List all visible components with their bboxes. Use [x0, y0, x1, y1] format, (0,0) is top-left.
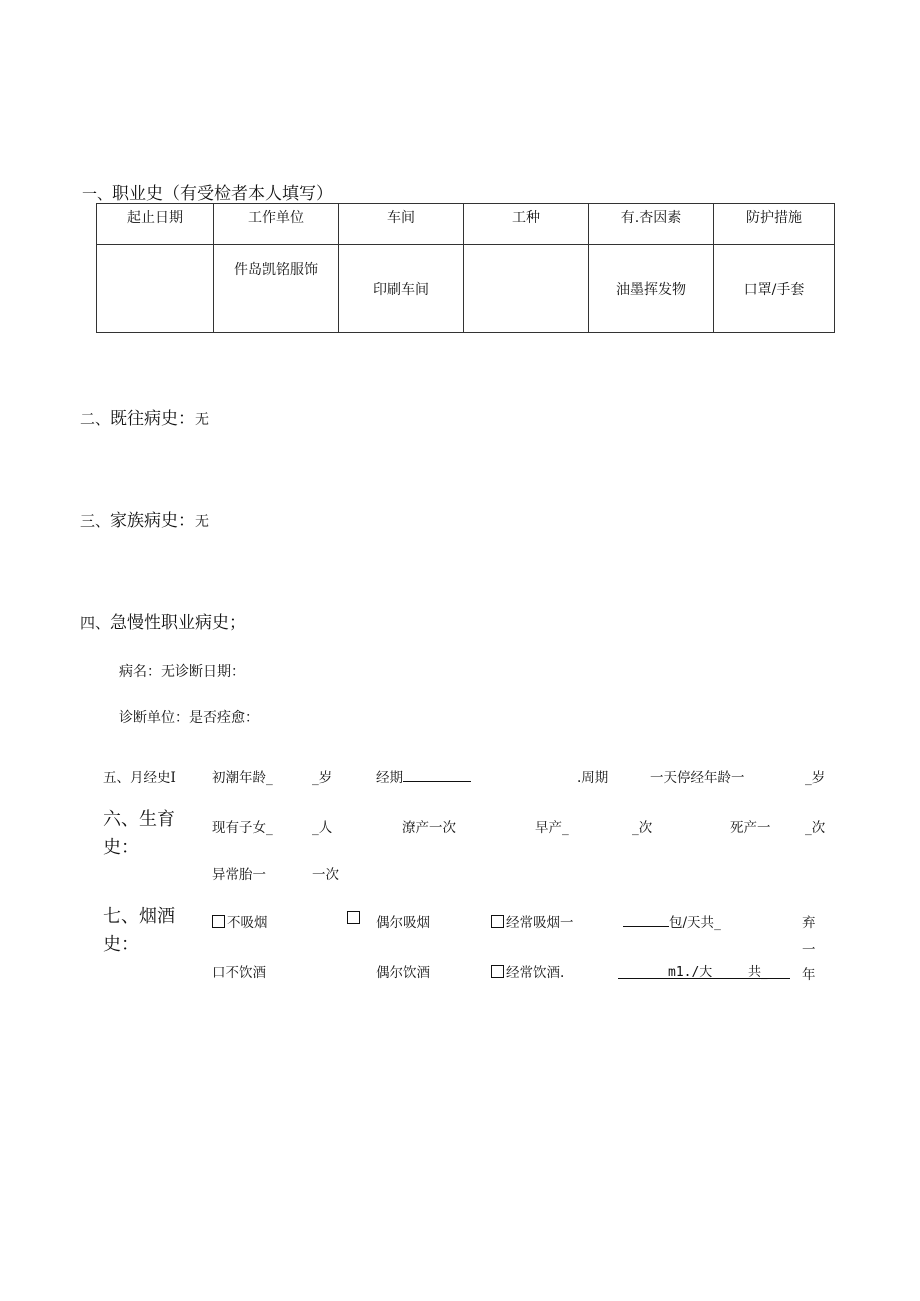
no-smoke-checkbox[interactable] — [212, 915, 225, 928]
children-label — [212, 816, 273, 836]
packs-label: 包/天共 — [669, 915, 715, 931]
packs-blank[interactable] — [623, 912, 669, 927]
cell-date-range — [97, 245, 214, 333]
menarche-unit-blank: _ — [312, 770, 319, 786]
premature-blank: _ — [562, 820, 569, 836]
children-text: 现有子女 — [212, 820, 266, 836]
section2-line — [80, 404, 209, 429]
ml-per-day[interactable] — [618, 961, 790, 979]
table-row — [97, 245, 835, 333]
section4-prefix: 四、 — [80, 614, 111, 632]
section3-title: 家族病史 — [110, 511, 179, 531]
menarche-unit — [312, 766, 332, 786]
premature-text: 早产 — [535, 820, 562, 836]
children-blank: _ — [266, 820, 273, 836]
no-smoke-option[interactable] — [212, 911, 268, 931]
drink-total — [748, 961, 768, 980]
section1-heading — [82, 179, 333, 204]
occasional-smoke-checkbox[interactable] — [347, 911, 360, 924]
abnormal-label: 异常胎一 — [212, 867, 266, 883]
section3-line — [80, 506, 209, 531]
menarche-label — [212, 766, 273, 786]
occasional-drink-label: 偶尔饮酒 — [376, 965, 430, 981]
regular-smoke-option[interactable] — [491, 911, 574, 931]
no-drink-label: 口不饮酒 — [212, 965, 266, 981]
section2-colon: ： — [178, 409, 196, 429]
occasional-smoke-label: 偶尔吸烟 — [376, 915, 430, 931]
stillbirth-unit: _次 — [805, 820, 826, 836]
cell-hazard-factors: 油墨挥发物 — [589, 245, 714, 333]
cell-workshop: 印刷车间 — [339, 245, 464, 333]
section2-prefix: 二、 — [80, 410, 111, 428]
menopause-unit: _岁 — [805, 770, 826, 786]
menopause-label: 一天停经年龄一 — [650, 770, 745, 786]
section6-label: 六、生育史： — [103, 809, 175, 858]
children-unit: _人 — [312, 820, 333, 836]
section1-title: 职业史（有受检者本人填写） — [112, 184, 334, 204]
quit-dash: 一 — [802, 942, 816, 958]
diagnosis-name-line: 病名：无诊断日期： — [119, 664, 245, 680]
section2-title: 既往病史 — [110, 409, 179, 429]
header-date-range: 起止日期 — [97, 204, 214, 245]
section3-colon: ： — [178, 511, 196, 531]
header-workshop: 车间 — [339, 204, 464, 245]
abnormal-unit: 一次 — [312, 867, 339, 883]
cell-protection: 口罩/手套 — [714, 245, 835, 333]
section5-label: 五、月经史I — [103, 770, 176, 786]
period-blank[interactable] — [403, 767, 471, 782]
packs-total-blank: _ — [714, 915, 721, 931]
premature-label — [535, 816, 569, 836]
drink-total-label: 共 — [748, 965, 762, 980]
section4-line — [80, 608, 246, 633]
stillbirth-label: 死产一 — [730, 820, 771, 836]
year-label: 年 — [802, 967, 816, 983]
menarche-blank: _ — [266, 770, 273, 786]
table-header-row — [97, 204, 835, 245]
header-employer: 工作单位 — [214, 204, 339, 245]
drink-total-blank: _ — [761, 965, 768, 980]
no-smoke-label: 不吸烟 — [227, 915, 268, 931]
abortion-label: 潦产一次 — [402, 820, 456, 836]
regular-drink-option[interactable] — [491, 961, 564, 981]
period-label — [376, 766, 471, 786]
occasional-smoke-option[interactable] — [347, 911, 362, 927]
section3-value: 无 — [195, 514, 210, 530]
menarche-unit-text: 岁 — [318, 770, 333, 786]
section2-value: 无 — [195, 412, 210, 428]
header-hazard-factors: 有.杏因素 — [589, 204, 714, 245]
diagnosis-unit-line: 诊断单位：是否痊愈： — [119, 710, 259, 726]
period-text: 经期 — [376, 770, 403, 786]
section1-prefix: 一、 — [82, 185, 113, 203]
header-protection: 防护措施 — [714, 204, 835, 245]
ml-label: m1./大 — [668, 965, 713, 980]
regular-smoke-label: 经常吸烟一 — [506, 915, 574, 931]
regular-drink-label: 经常饮酒. — [506, 965, 565, 981]
cell-employer: 件岛凯铭服饰 — [214, 245, 339, 333]
regular-smoke-checkbox[interactable] — [491, 915, 504, 928]
occupation-history-table — [96, 203, 835, 333]
regular-drink-checkbox[interactable] — [491, 965, 504, 978]
section3-prefix: 三、 — [80, 512, 111, 530]
premature-unit: _次 — [632, 820, 653, 836]
section7-label: 七、烟酒史： — [103, 906, 175, 955]
header-job-type: 工种 — [464, 204, 589, 245]
cell-job-type — [464, 245, 589, 333]
packs-per-day — [623, 911, 721, 931]
quit-label: 弃 — [802, 915, 816, 931]
section4-title: 急慢性职业病史； — [110, 613, 247, 633]
menarche-text: 初潮年龄 — [212, 770, 266, 786]
cycle-label: .周期 — [577, 770, 609, 786]
